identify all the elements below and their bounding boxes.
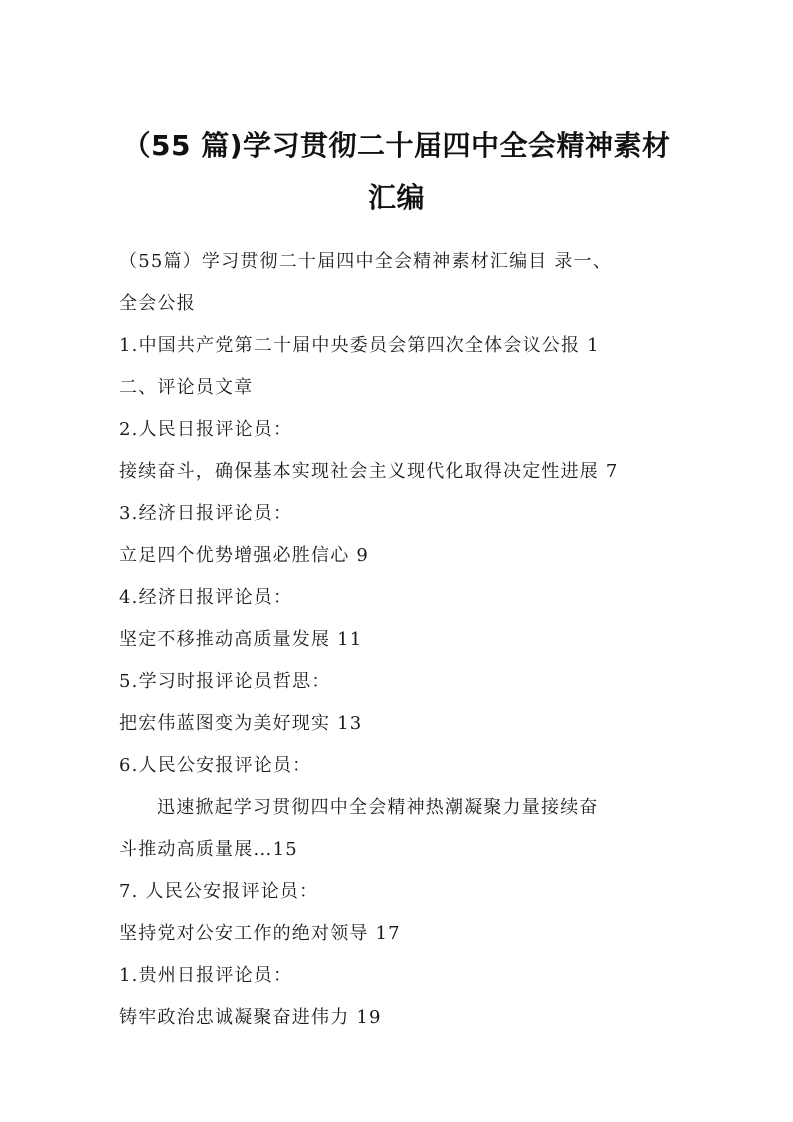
toc-entry-6-source: 6.人民公安报评论员：	[119, 755, 312, 776]
document-title-line-2: 汇编	[367, 181, 425, 214]
toc-entry-5-source: 5.学习时报评论员哲思：	[119, 671, 331, 692]
toc-entry-8-title: 铸牢政治忠诚凝聚奋进伟力 19	[119, 1007, 382, 1028]
document-title-line-1: （55 篇)学习贯彻二十届四中全会精神素材	[122, 129, 671, 162]
toc-entry-3-title: 立足四个优势增强必胜信心 9	[119, 545, 369, 566]
toc-intro-line-2: 全会公报	[119, 293, 196, 314]
toc-intro-line-1: （55篇）学习贯彻二十届四中全会精神素材汇编目 录一、	[119, 251, 613, 272]
toc-entry-5-title: 把宏伟蓝图变为美好现实 13	[119, 713, 363, 734]
toc-entry-7-title: 坚持党对公安工作的绝对领导 17	[119, 923, 401, 944]
toc-entry-4-source: 4.经济日报评论员：	[119, 587, 293, 608]
toc-entry-2-title: 接续奋斗，确保基本实现社会主义现代化取得决定性进展 7	[119, 461, 619, 482]
toc-entry-3-source: 3.经济日报评论员：	[119, 503, 293, 524]
toc-section-heading: 二、评论员文章	[119, 377, 254, 398]
toc-entry-8-source: 1.贵州日报评论员：	[119, 965, 293, 986]
toc-entry-7-source: 7. 人民公安报评论员：	[119, 881, 319, 902]
toc-entry-6-title-line-2: 斗推动高质量展…15	[119, 839, 298, 860]
toc-entry-6-title-line-1: 迅速掀起学习贯彻四中全会精神热潮凝聚力量接续奋	[157, 797, 599, 818]
toc-entry-4-title: 坚定不移推动高质量发展 11	[119, 629, 363, 650]
toc-entry-1: 1.中国共产党第二十届中央委员会第四次全体会议公报 1	[119, 335, 600, 356]
toc-entry-2-source: 2.人民日报评论员：	[119, 419, 293, 440]
